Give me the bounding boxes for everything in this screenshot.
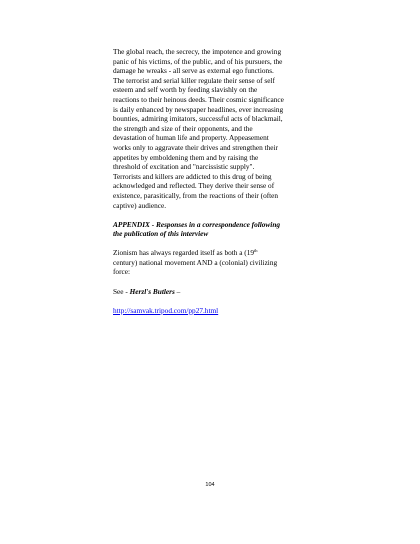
paragraph-line: threshold of excitation and "narcissistic supply". xyxy=(113,162,255,172)
appendix-heading xyxy=(113,220,311,239)
paragraph-line: panic of his victims, of the public, and of his pursuers, the xyxy=(113,56,283,66)
paragraph-line: reactions to their heinous deeds. Their cosmic significance xyxy=(113,94,284,104)
zionism-line: force: xyxy=(113,267,131,277)
paragraph-line: is daily enhanced by newspaper headlines, ever increasing xyxy=(113,104,284,114)
paragraph-line: captive) audience. xyxy=(113,200,167,210)
see-reference xyxy=(113,287,311,297)
see-suffix: – xyxy=(174,286,181,296)
page-content xyxy=(113,47,311,318)
paragraph-line: esteem and self worth by feeding slavishly on the xyxy=(113,85,258,95)
paragraph-line: acknowledged and reflected. They derive their sense of xyxy=(113,181,275,191)
zionism-paragraph xyxy=(113,248,311,277)
paragraph-line: bounties, admiring imitators, successful acts of blackmail, xyxy=(113,114,283,124)
paragraph-line: the strength and size of their opponents, and the xyxy=(113,123,253,133)
paragraph-line: existence, parasitically, from the reactions of their (often xyxy=(113,190,279,200)
appendix-heading-line: APPENDIX - Responses in a correspondence following xyxy=(113,219,281,229)
appendix-heading-line: the publication of this interview xyxy=(113,229,209,239)
paragraph-line: works only to aggravate their drives and strengthen their xyxy=(113,142,278,152)
page-number: 104 xyxy=(205,482,215,488)
reference-link[interactable]: http://samvak.tripod.com/pp27.html xyxy=(113,305,219,315)
see-prefix: See - xyxy=(113,286,130,296)
zionism-line: Zionism has always regarded itself as both a (19 xyxy=(113,248,255,258)
paragraph-line: The terrorist and serial killer regulate their sense of self xyxy=(113,75,275,85)
paragraph-line: devastation of human life and property. Appeasement xyxy=(113,133,269,143)
zionism-line: century) national movement AND a (colonial) civilizing xyxy=(113,257,278,267)
ordinal-superscript: th xyxy=(254,248,258,254)
paragraph-line: damage he wreaks - all serve as external ego functions. xyxy=(113,66,274,76)
paragraph-line: The global reach, the secrecy, the impotence and growing xyxy=(113,47,282,56)
referenced-title: Herzl's Butlers xyxy=(129,286,175,296)
paragraph-line: appetites by emboldening them and by raising the xyxy=(113,152,259,162)
paragraph-line: Terrorists and killers are addicted to this drug of being xyxy=(113,171,272,181)
main-paragraph xyxy=(113,47,311,210)
